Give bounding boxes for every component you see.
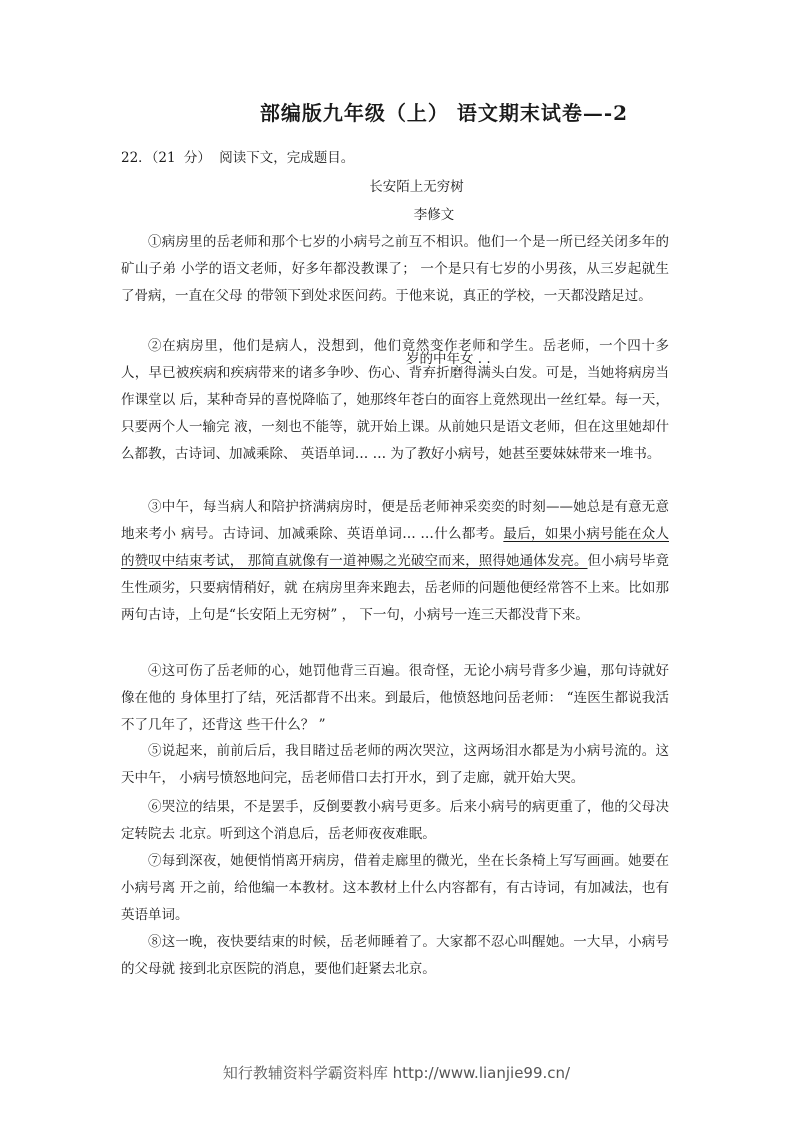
paragraph-3-text-a: ③中午，每当病人和陪护挤满病房时，便是岳老师神采奕奕的时刻——她总是有意无意地来考小 病号。古诗词、加减乘除、英语单词… …什么都考。 [121,499,669,542]
footer-watermark: 知行教辅资料学霸资料库 http://www.lianjie99.cn/ [222,1064,571,1082]
paragraph-4: ④这可伤了岳老师的心，她罚他背三百遍。很奇怪，无论小病号背多少遍，那句诗就好像在他的 身体里打了结，死活都背不出来。到最后，他愤怒地问岳老师： “连医生都说我活不了几年了，还背这 些干什么？ ” [121,663,669,733]
paragraph-6: ⑥哭泣的结果，不是罢手，反倒要教小病号更多。后来小病号的病更重了，他的父母决定转院去 北京。听到这个消息后，岳老师夜夜难眠。 [121,799,669,842]
question-prompt: 22．（21 分） 阅读下文，完成题目。 [121,150,355,166]
paragraph-2: ②在病房里，他们是病人，没想到，他们竟然变作老师和学生。岳老师，一个四十多人，早已被疾病和疾病带来的诸多争吵、伤心、背弃折磨得满头白发。可是，当她将病房当作课堂以 后，某种奇异的喜悦降临了，她那终年苍白的面容上竟然现出一丝红晕。每一天，只要两个人一输完 液，一刻也不能等，就开始上课。从前她只是语文老师，但在这里她却什么都教，古诗词、加减乘除、 英语单词… … 为了教好小病号，她甚至要妹妹带来一堆书。 [121,338,669,462]
page-title: 部编版九年级（上） 语文期末试卷—-2 [259,101,629,125]
underlined-sentence: 最后，如果小病号能在众人的赞叹中结束考试， 那简直就像有一道神赐之光破空而来，照得她通体发亮。 [121,526,669,569]
overlapping-text-fragment: 岁的中年女 . . [406,351,491,367]
paragraph-8: ⑧这一晚，夜快要结束的时候，岳老师睡着了。大家都不忍心叫醒她。一大早，小病号的父母就 接到北京医院的消息，要他们赶紧去北京。 [121,934,669,977]
article-author: 李修文 [413,207,455,223]
paragraph-5: ⑤说起来，前前后后，我目睹过岳老师的两次哭泣，这两场泪水都是为小病号流的。这天中午， 小病号愤怒地问完，岳老师借口去打开水，到了走廊，就开始大哭。 [121,743,669,786]
paragraph-1: ①病房里的岳老师和那个七岁的小病号之前互不相识。他们一个是一所已经关闭多年的矿山子弟 小学的语文老师，好多年都没教课了； 一个是只有七岁的小男孩，从三岁起就生了骨病，一直在父母 的带领下到处求医问药。于他来说，真正的学校，一天都没踏足过。 [121,234,669,304]
paragraph-3 [121,494,669,629]
article-title: 长安陌上无穷树 [369,179,464,195]
paragraph-7: ⑦每到深夜，她便悄悄离开病房，借着走廊里的微光，坐在长条椅上写写画画。她要在小病号离 开之前，给他编一本教材。这本教材上什么内容都有，有古诗词，有加减法，也有英语单词。 [121,853,669,923]
paragraph-3-text-b: 但小病号毕竟生性顽劣，只要病情稍好，就 在病房里奔来跑去，岳老师的问题他便经常答不上来。比如那两句古诗，上句是“长安陌上无穷树” ， 下一句，小病号一连三天都没背下来。 [121,553,669,623]
